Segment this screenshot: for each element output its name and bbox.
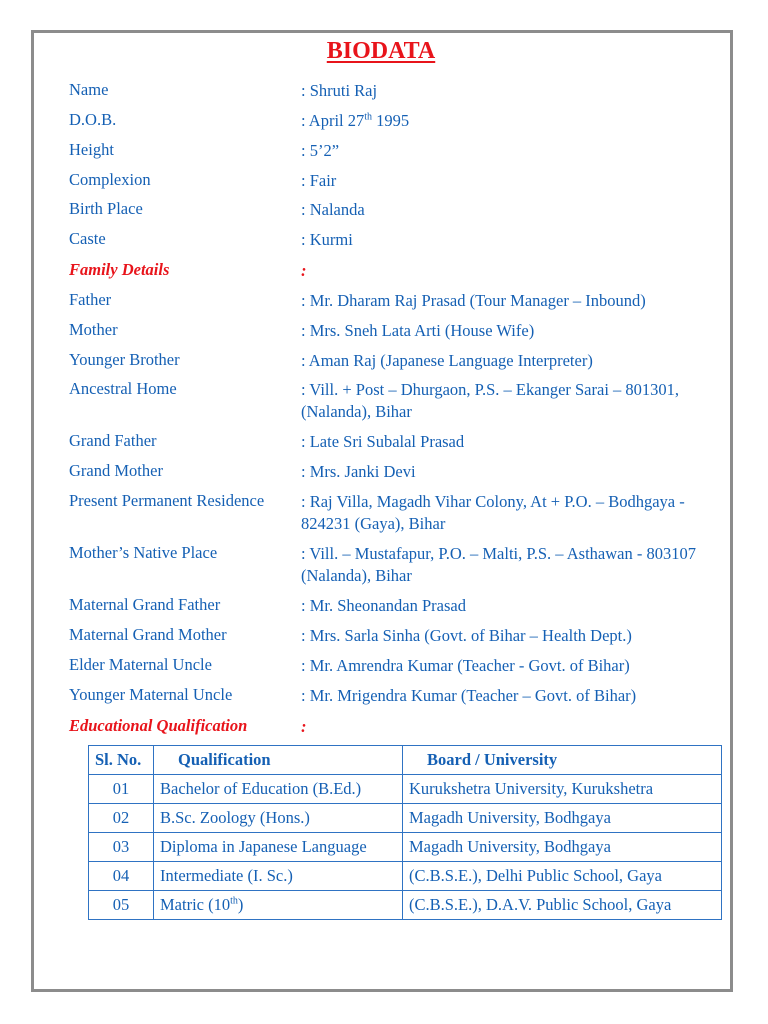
field-value: : Late Sri Subalal Prasad	[301, 432, 465, 451]
field-label: Height	[69, 140, 114, 159]
field-value: : Vill. – Mustafapur, P.O. – Malti, P.S. – Asthawan - 803107 (Nalanda), Bihar	[301, 544, 696, 585]
cell-qualification: Diploma in Japanese Language	[154, 833, 403, 862]
table-row	[89, 833, 722, 862]
field-value: : Kurmi	[301, 230, 353, 249]
field-value: : Mr. Mrigendra Kumar (Teacher – Govt. of Bihar)	[301, 686, 637, 705]
field-label: Younger Maternal Uncle	[69, 685, 233, 704]
field-value: : Mrs. Sarla Sinha (Govt. of Bihar – Health Dept.)	[301, 626, 632, 645]
section-colon: :	[301, 717, 307, 736]
header-sl-no: Sl. No.	[89, 746, 154, 775]
field-value: : Fair	[301, 171, 337, 190]
education-table	[88, 745, 722, 920]
field-label: Younger Brother	[69, 350, 180, 369]
header-board-university: Board / University	[403, 746, 722, 775]
field-value: : Shruti Raj	[301, 81, 378, 100]
field-label: Birth Place	[69, 199, 143, 218]
field-label: Complexion	[69, 170, 151, 189]
cell-sl-no: 03	[89, 833, 154, 862]
field-label: Caste	[69, 229, 106, 248]
cell-qualification: Intermediate (I. Sc.)	[154, 862, 403, 891]
cell-sl-no: 02	[89, 804, 154, 833]
field-label: Father	[69, 290, 112, 309]
section-label: Educational Qualification	[69, 716, 248, 735]
field-value: : Aman Raj (Japanese Language Interpreter)	[301, 351, 593, 370]
field-label: Maternal Grand Father	[69, 595, 221, 614]
table-row	[89, 775, 722, 804]
field-value: : Mrs. Sneh Lata Arti (House Wife)	[301, 321, 535, 340]
field-label: Elder Maternal Uncle	[69, 655, 212, 674]
page-title: BIODATA	[326, 38, 436, 64]
cell-qualification: Bachelor of Education (B.Ed.)	[154, 775, 403, 804]
section-label: Family Details	[69, 260, 170, 279]
field-value: : Raj Villa, Magadh Vihar Colony, At + P.O. – Bodhgaya - 824231 (Gaya), Bihar	[301, 492, 685, 533]
field-label: Grand Father	[69, 431, 157, 450]
field-label: Maternal Grand Mother	[69, 625, 227, 644]
field-value: : April 27th 1995	[301, 111, 410, 130]
field-value: : 5’2”	[301, 141, 340, 160]
section-colon: :	[301, 261, 307, 280]
table-row	[89, 891, 722, 920]
cell-sl-no: 04	[89, 862, 154, 891]
table-row	[89, 862, 722, 891]
field-label: D.O.B.	[69, 110, 117, 129]
cell-qualification: B.Sc. Zoology (Hons.)	[154, 804, 403, 833]
field-value: : Mr. Sheonandan Prasad	[301, 596, 466, 615]
cell-board: Magadh University, Bodhgaya	[403, 833, 722, 862]
field-label: Ancestral Home	[69, 379, 177, 398]
field-label: Mother	[69, 320, 118, 339]
field-label: Mother’s Native Place	[69, 543, 218, 562]
field-value: : Mr. Dharam Raj Prasad (Tour Manager – Inbound)	[301, 291, 646, 310]
cell-board: Magadh University, Bodhgaya	[403, 804, 722, 833]
field-label: Grand Mother	[69, 461, 163, 480]
field-label: Name	[69, 80, 109, 99]
field-label: Present Permanent Residence	[69, 491, 265, 510]
cell-board: Kurukshetra University, Kurukshetra	[403, 775, 722, 804]
header-qualification: Qualification	[154, 746, 403, 775]
table-row	[89, 804, 722, 833]
field-value: : Vill. + Post – Dhurgaon, P.S. – Ekanger Sarai – 801301, (Nalanda), Bihar	[301, 380, 680, 421]
field-value: : Nalanda	[301, 200, 365, 219]
table-header-row	[89, 746, 722, 775]
cell-sl-no: 05	[89, 891, 154, 920]
cell-board: (C.B.S.E.), D.A.V. Public School, Gaya	[403, 891, 722, 920]
field-value: : Mrs. Janki Devi	[301, 462, 416, 481]
cell-board: (C.B.S.E.), Delhi Public School, Gaya	[403, 862, 722, 891]
cell-sl-no: 01	[89, 775, 154, 804]
field-value: : Mr. Amrendra Kumar (Teacher - Govt. of Bihar)	[301, 656, 630, 675]
cell-qualification: Matric (10th)	[154, 891, 403, 920]
